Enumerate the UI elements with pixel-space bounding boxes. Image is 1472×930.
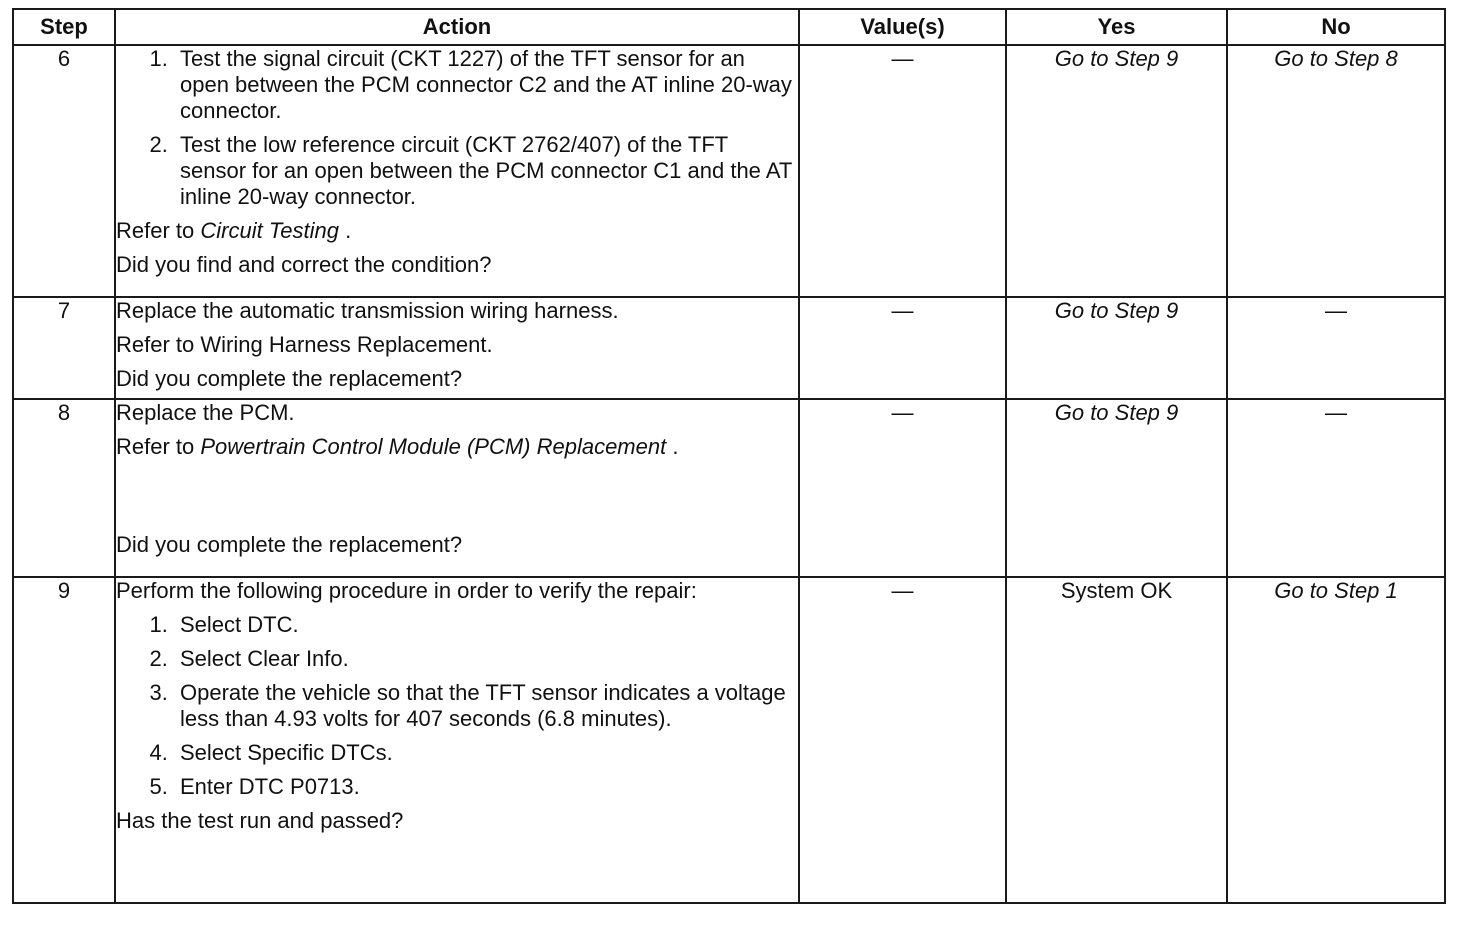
yes-go-to-step-link[interactable]: Go to Step 9: [1054, 400, 1179, 425]
no-go-to-step-link[interactable]: Go to Step 1: [1274, 578, 1398, 603]
circuit-testing-link[interactable]: Circuit Testing: [200, 218, 339, 243]
list-item: 1. Select DTC.: [174, 612, 798, 638]
header-yes: Yes: [1006, 9, 1227, 45]
header-step: Step: [13, 9, 115, 45]
no-go-to-step-link[interactable]: Go to Step 8: [1274, 46, 1398, 71]
intro-text: Perform the following procedure in order to verify the repair:: [116, 578, 697, 603]
step-number: 7: [13, 297, 115, 399]
list-item: 3. Operate the vehicle so that the TFT sensor indicates a voltage less than 4.93 volts for 407 seconds (6.8 minutes).: [174, 680, 798, 732]
list-item: 2. Test the low reference circuit (CKT 2762/407) of the TFT sensor for an open between the PCM connector C1 and the AT inline 20-way connector.: [174, 132, 798, 210]
list-item: 4. Select Specific DTCs.: [174, 740, 798, 766]
header-action: Action: [115, 9, 799, 45]
value-cell: —: [799, 399, 1006, 577]
action-text: Replace the automatic transmission wiring harness.: [116, 298, 619, 323]
refer-line: Refer to Wiring Harness Replacement.: [116, 332, 493, 357]
list-item: 5. Enter DTC P0713.: [174, 774, 798, 800]
step-number: 9: [13, 577, 115, 903]
pcm-replacement-link[interactable]: Powertrain Control Module (PCM) Replacement: [200, 434, 667, 459]
step-number: 8: [13, 399, 115, 577]
no-cell: —: [1227, 399, 1445, 577]
question-text: Did you complete the replacement?: [116, 532, 463, 557]
action-text: Replace the PCM.: [116, 400, 295, 425]
table-row-step-8: [13, 399, 1445, 577]
yes-go-to-step-link[interactable]: Go to Step 9: [1054, 46, 1179, 71]
yes-go-to-step-link[interactable]: Go to Step 9: [1054, 298, 1179, 323]
list-item: 2. Select Clear Info.: [174, 646, 798, 672]
header-values: Value(s): [799, 9, 1006, 45]
action-list: [116, 612, 798, 800]
refer-suffix: .: [666, 434, 679, 459]
question-text: Did you complete the replacement?: [116, 366, 463, 391]
action-cell: [115, 577, 799, 903]
action-cell: [115, 399, 799, 577]
step-number: 6: [13, 45, 115, 297]
refer-prefix: Refer to: [116, 434, 201, 459]
refer-suffix: .: [338, 218, 352, 243]
question-text: Has the test run and passed?: [116, 808, 404, 833]
diagnostic-table: [12, 8, 1446, 904]
no-cell: [1227, 45, 1445, 297]
yes-cell: [1006, 45, 1227, 297]
value-cell: —: [799, 297, 1006, 399]
blank-space: [116, 468, 798, 532]
yes-cell: [1006, 399, 1227, 577]
refer-line: [116, 434, 798, 460]
table-row-step-6: [13, 45, 1445, 297]
value-cell: —: [799, 45, 1006, 297]
no-cell: [1227, 577, 1445, 903]
yes-cell: [1006, 297, 1227, 399]
no-cell: —: [1227, 297, 1445, 399]
table-row-step-9: [13, 577, 1445, 903]
question-text: Did you find and correct the condition?: [116, 252, 492, 277]
header-row: [13, 9, 1445, 45]
refer-line: [116, 218, 798, 244]
action-cell: [115, 45, 799, 297]
list-item: 1. Test the signal circuit (CKT 1227) of the TFT sensor for an open between the PCM connector C2 and the AT inline 20-way connector.: [174, 46, 798, 124]
action-list: [116, 46, 798, 210]
refer-prefix: Refer to: [116, 218, 201, 243]
value-cell: —: [799, 577, 1006, 903]
yes-cell: [1006, 577, 1227, 903]
system-ok-text: System OK: [1060, 578, 1173, 603]
header-no: No: [1227, 9, 1445, 45]
table-row-step-7: [13, 297, 1445, 399]
action-cell: [115, 297, 799, 399]
